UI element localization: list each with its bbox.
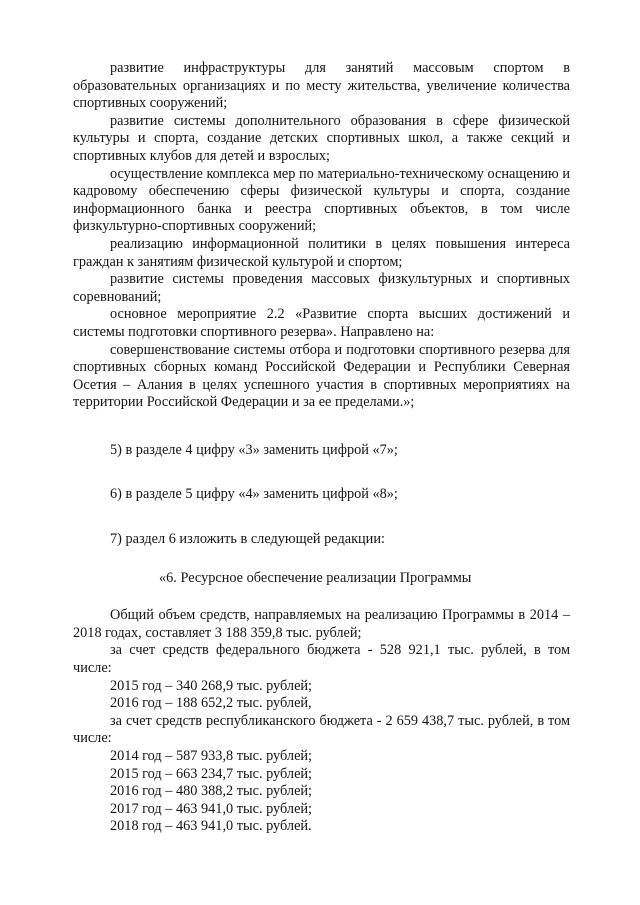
paragraph: совершенствование системы отбора и подготовки спортивного резерва для спортивных сборных команд Российской Федерации и Республики Северная Осетия – Алания в целях успешного участия в спортивных мероприятиях на территории Российской Федерации и за ее пределами.»;	[73, 341, 570, 411]
funding-republic: за счет средств республиканского бюджета - 2 659 438,7 тыс. рублей, в том числе:	[73, 712, 570, 747]
republic-year-line: 2017 год – 463 941,0 тыс. рублей;	[110, 800, 313, 817]
republic-year-line: 2016 год – 480 388,2 тыс. рублей;	[110, 783, 313, 800]
paragraph: развитие системы дополнительного образования в сфере физической культуры и спорта, создание детских спортивных школ, а также секций и спортивных клубов для детей и взрослых;	[73, 112, 570, 164]
funding-federal: за счет средств федерального бюджета - 528 921,1 тыс. рублей, в том числе:	[73, 642, 570, 677]
paragraph: развитие системы проведения массовых физкультурных и спортивных соревнований;	[73, 271, 570, 305]
amendment-item-6: 6) в разделе 5 цифру «4» заменить цифрой «8»;	[110, 486, 398, 503]
funding-total: Общий объем средств, направляемых на реализацию Программы в 2014 – 2018 годах, составляет 3 188 359,8 тыс. рублей;	[73, 607, 570, 641]
republic-year-line: 2018 год – 463 941,0 тыс. рублей.	[110, 818, 312, 835]
paragraph: основное мероприятие 2.2 «Развитие спорта высших достижений и системы подготовки спортивного резерва». Направлено на:	[73, 306, 570, 340]
paragraph: реализацию информационной политики в целях повышения интереса граждан к занятиям физической культурой и спортом;	[73, 235, 570, 270]
document-body	[73, 60, 570, 836]
federal-year-line: 2016 год – 188 652,2 тыс. рублей,	[110, 695, 312, 712]
republic-year-line: 2014 год – 587 933,8 тыс. рублей;	[110, 748, 313, 764]
amendment-item-7: 7) раздел 6 изложить в следующей редакции:	[110, 531, 385, 548]
federal-year-line: 2015 год – 340 268,9 тыс. рублей;	[110, 677, 313, 694]
paragraph: развитие инфраструктуры для занятий массовым спортом в образовательных организациях и по месту жительства, увеличение количества спортивных сооружений;	[73, 60, 570, 112]
paragraph: осуществление комплекса мер по материально-техническому оснащению и кадровому обеспечению сферы физической культуры и спорта, создание информационного банка и реестра спортивных объектов, в том числе физкультурно-спортивных сооружений;	[73, 165, 570, 235]
republic-year-line: 2015 год – 663 234,7 тыс. рублей;	[110, 765, 313, 782]
amendment-item-5: 5) в разделе 4 цифру «3» заменить цифрой «7»;	[110, 441, 398, 458]
section-heading: «6. Ресурсное обеспечение реализации Программы	[159, 569, 472, 586]
